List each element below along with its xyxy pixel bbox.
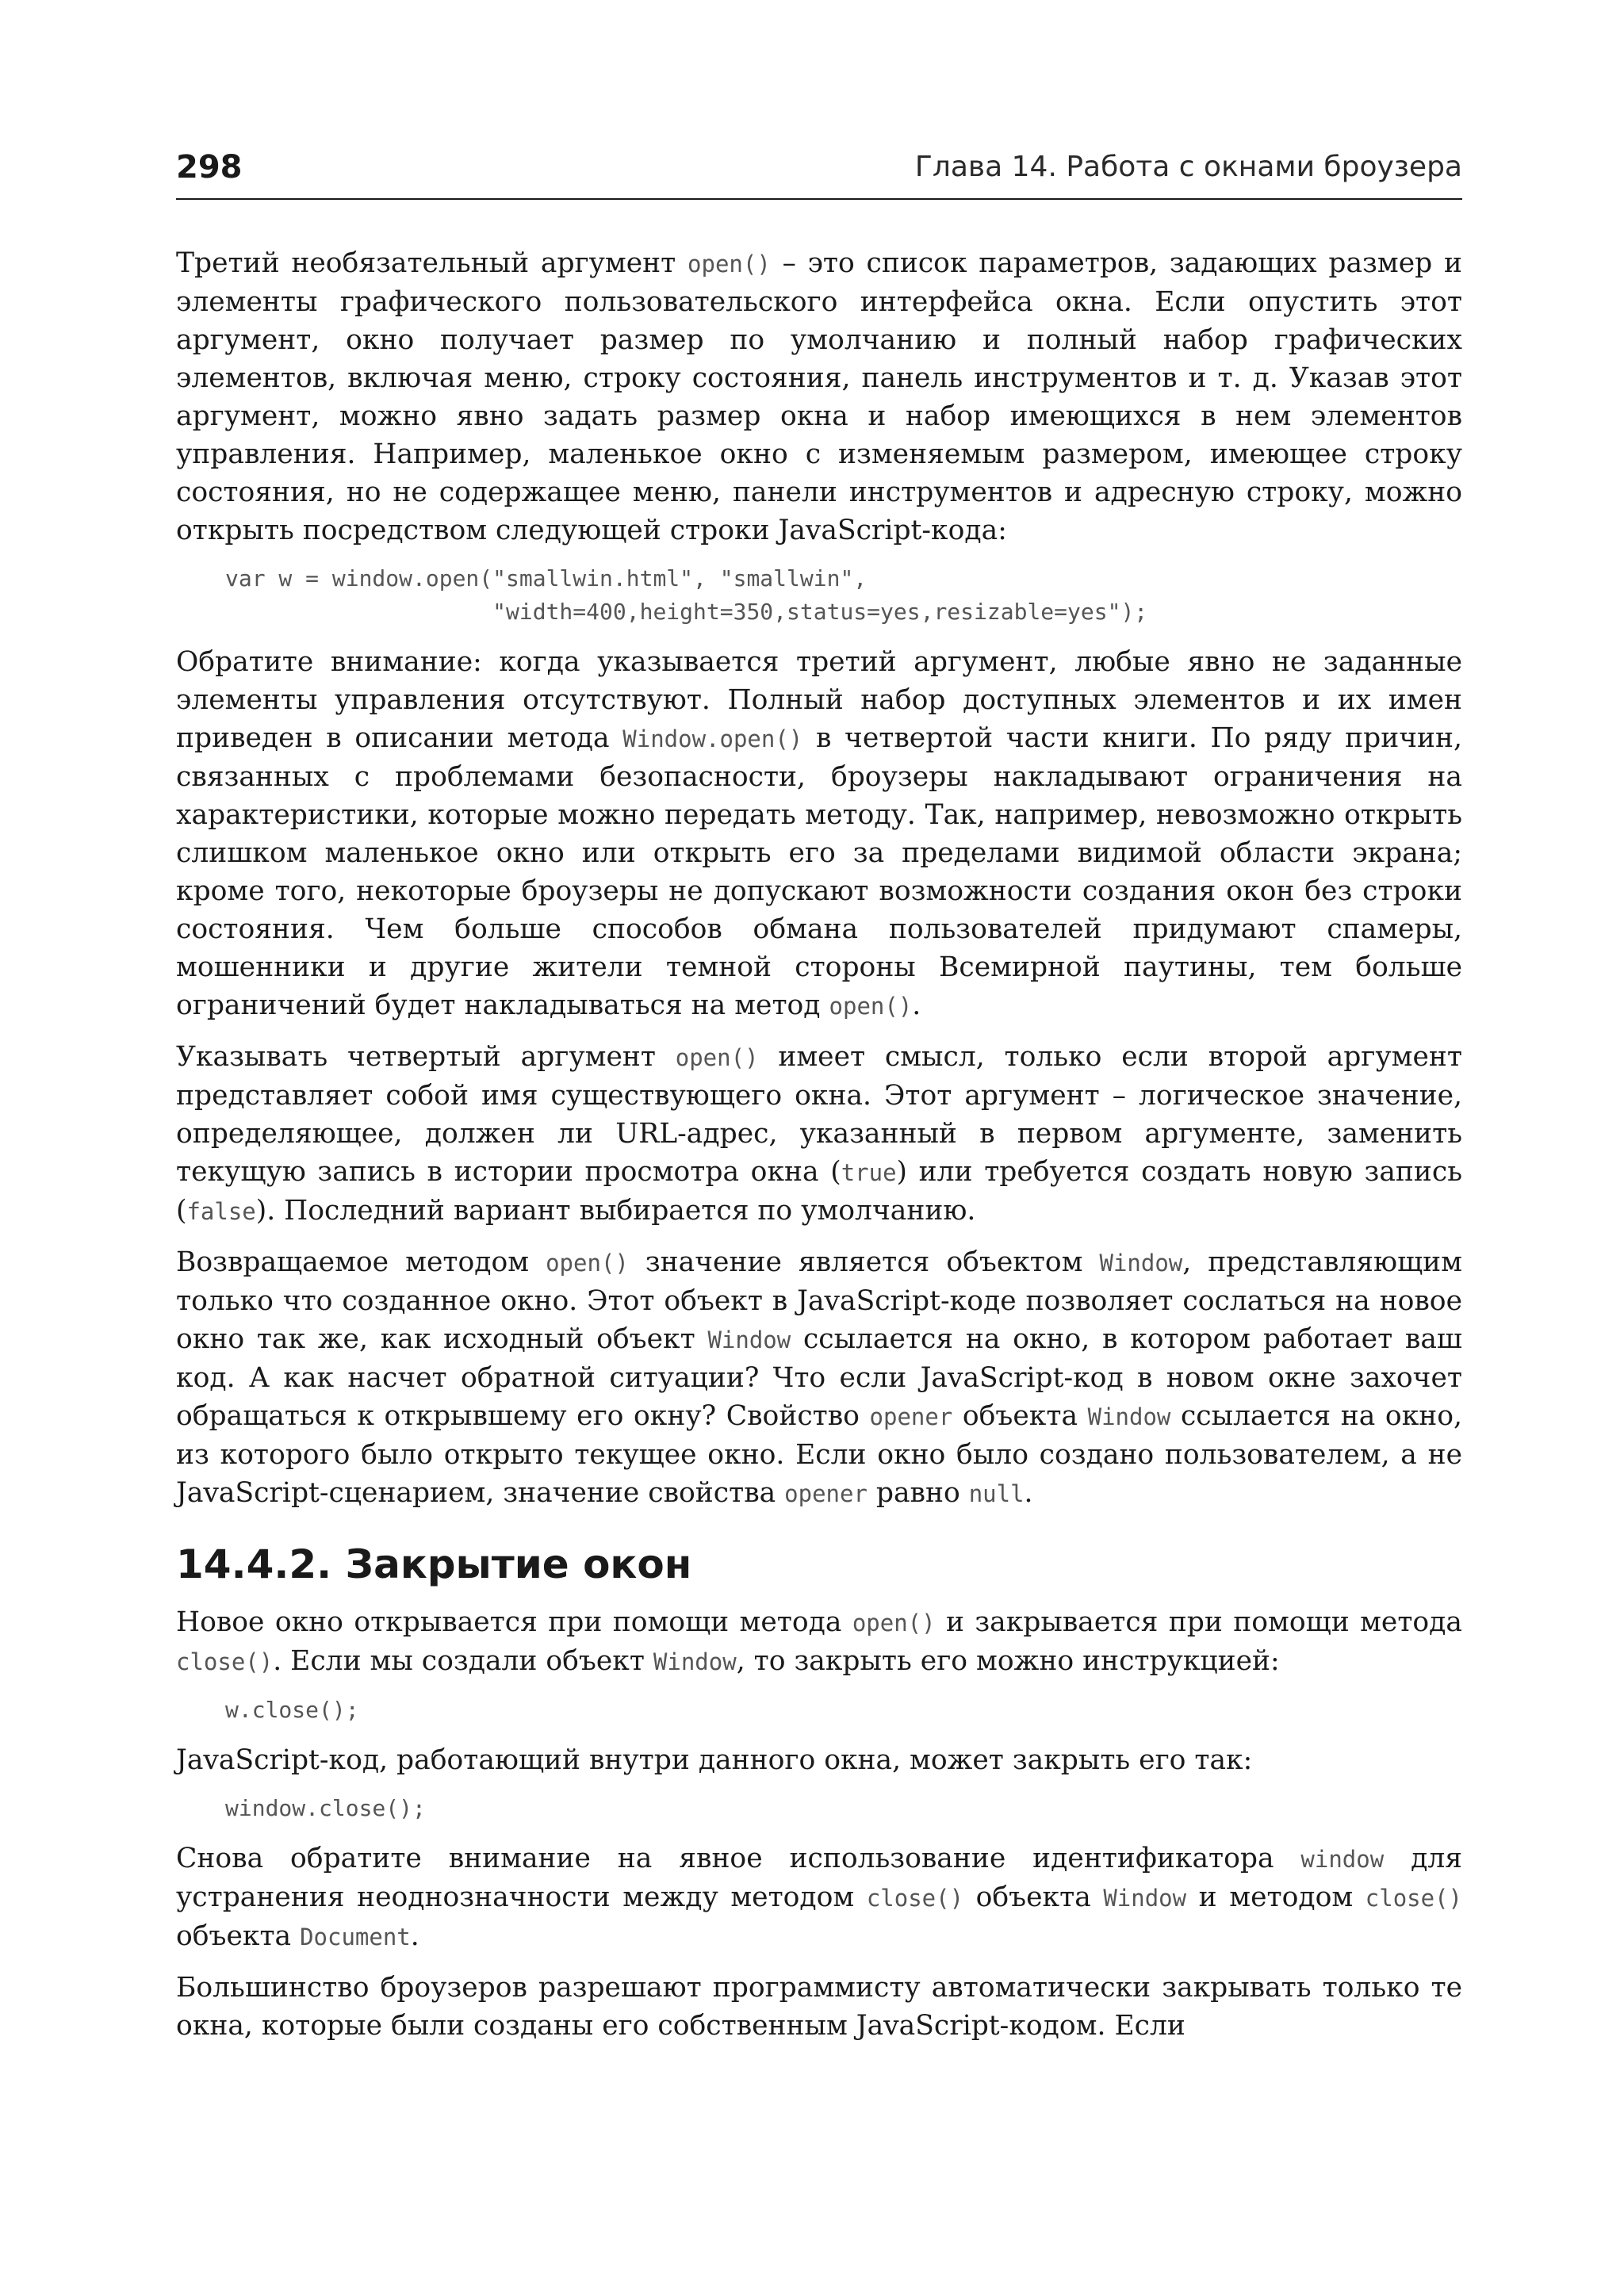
page-number: 298: [176, 149, 243, 186]
paragraph: Большинство броузеров разрешают программисту автоматически закрывать только те окна, которые были созданы его собственным JavaScript-кодом. Если: [176, 1972, 1462, 2042]
paragraph: Возвращаемое методом open() значение является объектом Window, представляющим только что созданное окно. Этот объект в JavaScript-коде позволяет сослаться на новое окно так же, как исходный объект Window ссылается на окно, в котором работает ваш код. А как насчет обратной ситуации? Что если JavaScript-код в новом окне захочет обращаться к открывшему его окну? Свойство opener объекта Window ссылается на окно, из которого было открыто текущее окно. Если окно было создано пользователем, а не JavaScript-сценарием, значение свойства opener равно null.: [176, 1246, 1462, 1509]
code-block: var w = window.open("smallwin.html", "smallwin", "width=400,height=350,status=yes,resizable=yes");: [225, 565, 1148, 625]
paragraph: Снова обратите внимание на явное использование идентификатора window для устранения неоднозначности между методом close() объекта Window и методом close() объекта Document.: [176, 1843, 1462, 1952]
chapter-title: Глава 14. Работа с окнами броузера: [914, 151, 1462, 183]
paragraph: Обратите внимание: когда указывается третий аргумент, любые явно не заданные элементы управления отсутствуют. Полный набор доступных элементов и их имен приведен в описании метода Window.open() в четвертой части книги. По ряду причин, связанных с проблемами безопасности, броузеры накладывают ограничения на характеристики, которые можно передать методу. Так, например, невозможно открыть слишком маленькое окно или открыть его за пределами видимой области экрана; кроме того, некоторые броузеры не допускают возможности создания окон без строки состояния. Чем больше способов обмана пользователей придумают спамеры, мошенники и другие жители темной стороны Всемирной паутины, тем больше ограничений будет накладываться на метод open().: [176, 646, 1462, 1021]
paragraph: Новое окно открывается при помощи метода open() и закрывается при помощи метода close(). Если мы создали объект Window, то закрыть его можно инструкцией:: [176, 1606, 1462, 1677]
book-page: [176, 143, 1462, 2058]
paragraph: Третий необязательный аргумент open() – это список параметров, задающих размер и элементы графического пользовательского интерфейса окна. Если опустить этот аргумент, окно получает размер по умолчанию и полный набор графических элементов, включая меню, строку состояния, панель инструментов и т. д. Указав этот аргумент, можно явно задать размер окна и набор имеющихся в нем элементов управления. Например, маленькое окно с изменяемым размером, имеющее строку состояния, но не содержащее меню, панели инструментов и адресную строку, можно открыть посредством следующей строки JavaScript-кода:: [176, 247, 1462, 546]
code-block: window.close();: [225, 1795, 426, 1821]
paragraph: JavaScript-код, работающий внутри данного окна, может закрыть его так:: [176, 1744, 1253, 1776]
code-block: w.close();: [225, 1697, 359, 1723]
section-heading: 14.4.2. Закрытие окон: [176, 1541, 692, 1587]
paragraph: Указывать четвертый аргумент open() имеет смысл, только если второй аргумент представляет собой имя существующего окна. Этот аргумент – логическое значение, определяющее, должен ли URL-адрес, указанный в первом аргументе, заменить текущую запись в истории просмотра окна (true) или требуется создать новую запись (false). Последний вариант выбирается по умолчанию.: [176, 1041, 1462, 1227]
page-body: [176, 244, 1462, 2045]
running-header: [176, 143, 1462, 200]
